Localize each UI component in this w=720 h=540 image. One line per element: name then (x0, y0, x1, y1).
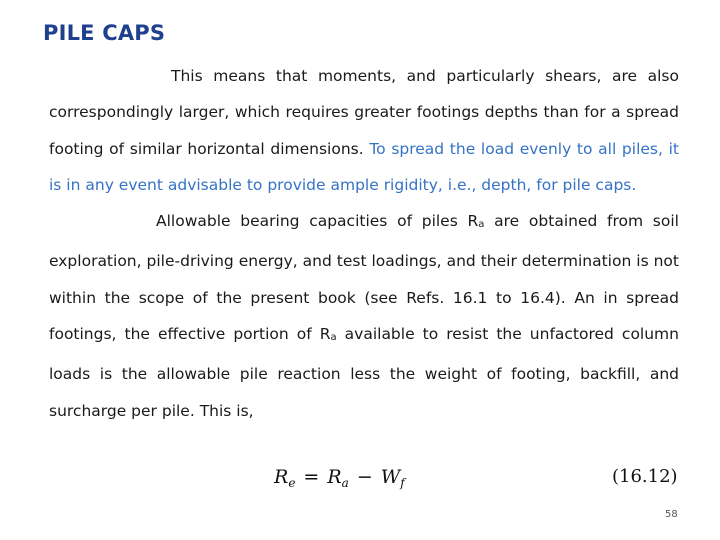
paragraph-2-part2: are obtained from soil exploration, pile-driving energy, and test loadings, and their determination is not within the scope of the present book (see Refs. 16.1 to 16.4). An in spread footings, the effective portion of R (49, 212, 679, 344)
paragraph-2-part1: Allowable bearing capacities of piles R (156, 212, 479, 231)
eq-term1: R (327, 466, 342, 488)
eq-term2-sub: f (400, 476, 405, 490)
paragraph-1-highlight: To spread the load evenly to all piles, it is in any event advisable to provide ample rigidity, i.e., depth, for pile caps. (49, 139, 679, 194)
body-text (49, 58, 679, 429)
slide-title: PILE CAPS (43, 21, 166, 45)
paragraph-1 (49, 58, 679, 203)
equation-number: (16.12) (612, 466, 678, 487)
paragraph-2-part3: available to resist the unfactored column loads is the allowable pile reaction less the weight of footing, backfill, and surcharge per pile. This is, (49, 325, 679, 420)
eq-minus: − (356, 466, 373, 488)
eq-term2: W (380, 466, 401, 488)
eq-term1-sub: a (341, 476, 349, 490)
eq-equals: = (303, 466, 320, 488)
page-number: 58 (665, 509, 678, 520)
equation (274, 466, 405, 490)
subscript-a-2: a (330, 332, 337, 344)
eq-lhs: R (274, 466, 289, 488)
eq-lhs-sub: e (288, 476, 296, 490)
paragraph-2 (49, 203, 679, 429)
subscript-a-1: a (478, 219, 485, 231)
paragraph-1-text: This means that moments, and particularly shears, are also correspondingly larger, which requires greater footings depths than for a spread footing of similar horizontal dimensions. (49, 67, 679, 158)
